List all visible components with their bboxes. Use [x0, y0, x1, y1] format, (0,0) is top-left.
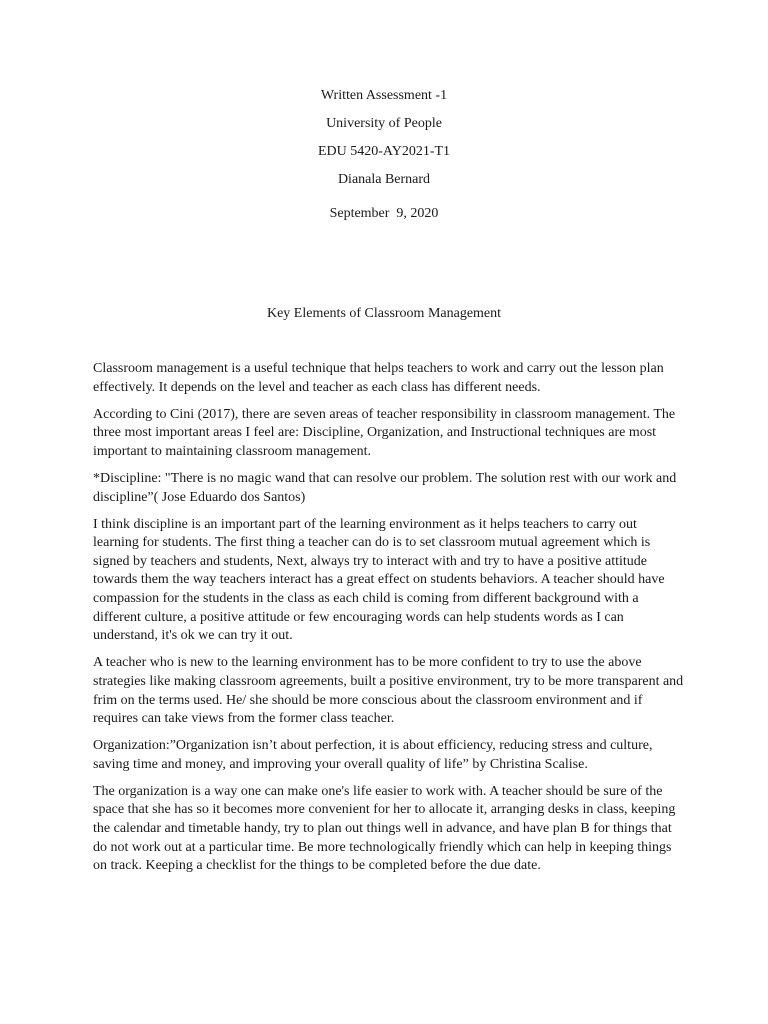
paragraph-organization: The organization is a way one can make one's life easier to work with. A teacher should be sure of the space that she has so it becomes more convenient for her to allocate it, arranging desks in class, keeping the calendar and timetable handy, try to plan out things well in advance, and have plan B for things that do not work out at a particular time. Be more technologically friendly which can help in keeping things on track. Keeping a checklist for the things to be completed before the due date. — [93, 783, 676, 874]
paragraph-intro: Classroom management is a useful technique that helps teachers to work and carry out the lesson plan effectively. It depends on the level and teacher as each class has different needs. — [93, 361, 664, 395]
author-name: Dianala Bernard — [337, 172, 431, 187]
paragraph-discipline-quote: *Discipline: "There is no magic wand that can resolve our problem. The solution rest with our work and discipline”( Jose Eduardo dos Santos) — [93, 470, 677, 505]
university-name: University of People — [326, 116, 442, 131]
essay-title: Key Elements of Classroom Management — [266, 306, 502, 321]
paragraph-cini: According to Cini (2017), there are seven areas of teacher responsibility in classroom management. The three most important areas I feel are: Discipline, Organization, and Instructional techniques are most important to maintaining classroom management. — [93, 406, 676, 459]
paragraph-organization-quote: Organization:”Organization isn’t about perfection, it is about efficiency, reducing stress and culture, saving time and money, and improving your overall quality of life” by Christina Scalise. — [93, 738, 653, 772]
assessment-title: Written Assessment -1 — [320, 88, 448, 103]
paragraph-new-teacher: A teacher who is new to the learning environment has to be more confident to try to use the above strategies like making classroom agreements, built a positive environment, try to be more transparent and frim on the terms used. He/ she should be more conscious about the classroom environment and if requires can take views from the former class teacher. — [93, 655, 684, 727]
paragraph-discipline: I think discipline is an important part of the learning environment as it helps teachers to carry out learning for students. The first thing a teacher can do is to set classroom mutual agreement which is signed by teachers and students, Next, always try to interact with and try to have a positive attitude towards them the way teachers interact has a great effect on students behaviors. A teacher should have compassion for the students in the class as each child is coming from different background with a different culture, a positive attitude or few encouraging words can help students words as I can understand, it's ok we can try it out. — [93, 516, 665, 644]
course-code: EDU 5420-AY2021-T1 — [317, 144, 451, 159]
submission-date: September 9, 2020 — [329, 206, 439, 221]
essay-body — [93, 360, 685, 884]
